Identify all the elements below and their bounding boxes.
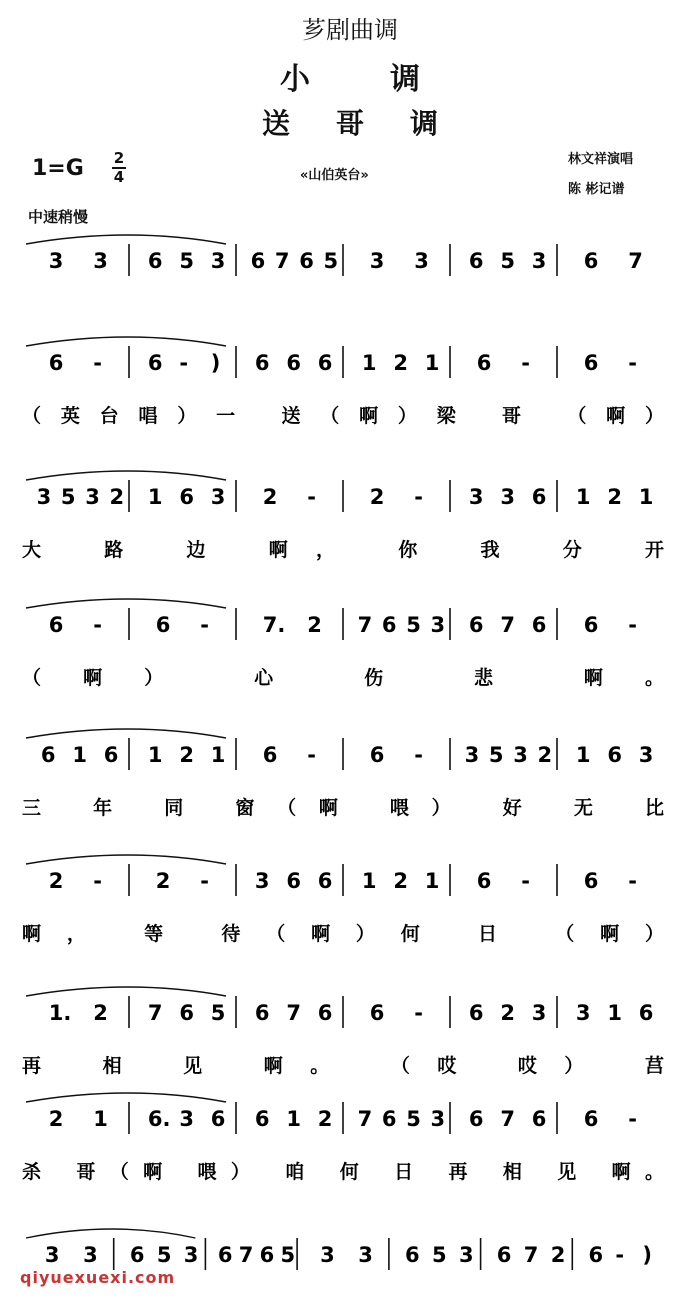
- note-glyph: 3: [531, 249, 547, 273]
- note-glyph: 5: [488, 743, 504, 767]
- note-glyph: 2: [262, 485, 278, 509]
- note-glyph: 6: [583, 249, 599, 273]
- note-glyph: 7.: [262, 613, 286, 637]
- note-glyph: 6: [381, 1107, 397, 1131]
- note-glyph: 1: [361, 351, 377, 375]
- note-glyph: 6: [496, 1243, 512, 1267]
- note-glyph: 6: [583, 1107, 599, 1131]
- note-glyph: 1.: [48, 1001, 72, 1025]
- note-glyph: -: [307, 743, 317, 767]
- note-glyph: 3: [430, 613, 446, 637]
- note-glyph: 6: [254, 1107, 270, 1131]
- score-line: [26, 235, 643, 276]
- note-glyph: 3: [36, 485, 52, 509]
- note-glyph: 6.: [147, 1107, 171, 1131]
- note-glyph: 2: [550, 1243, 566, 1267]
- note-glyph: 6: [317, 869, 333, 893]
- note-glyph: -: [628, 1107, 638, 1131]
- note-glyph: 5: [179, 249, 195, 273]
- note-glyph: -: [628, 613, 638, 637]
- note-glyph: -: [414, 485, 424, 509]
- note-glyph: 6: [531, 485, 547, 509]
- note-glyph: 1: [147, 743, 163, 767]
- note-glyph: 2: [93, 1001, 108, 1025]
- note-glyph: 6: [531, 1107, 547, 1131]
- meter-bottom: 4: [113, 168, 125, 186]
- score-line: [22, 599, 664, 689]
- note-glyph: 6: [468, 613, 484, 637]
- note-glyph: 6: [531, 613, 547, 637]
- note-glyph: 6: [254, 351, 270, 375]
- song-subtitle: 送哥调: [261, 107, 484, 140]
- note-glyph: 1: [361, 869, 377, 893]
- note-glyph: -: [93, 351, 103, 375]
- lyrics-line: 大 路 边 啊， 你 我 分 开: [22, 539, 664, 561]
- note-glyph: 7: [357, 1107, 373, 1131]
- note-glyph: 1: [424, 869, 440, 893]
- note-glyph: 6: [317, 351, 333, 375]
- note-glyph: 3: [83, 1243, 98, 1267]
- source-opera: «山伯英台»: [300, 168, 369, 183]
- note-glyph: 3: [210, 485, 226, 509]
- note-glyph: 6: [369, 1001, 385, 1025]
- note-glyph: 7: [500, 613, 516, 637]
- note-glyph: 6: [48, 613, 64, 637]
- note-glyph: 3: [369, 249, 385, 273]
- note-glyph: 1: [286, 1107, 302, 1131]
- note-glyph: 7: [274, 249, 290, 273]
- note-glyph: 1: [575, 485, 591, 509]
- site-watermark: qiyuexuexi.com: [20, 1268, 176, 1287]
- tempo-marking: 中速稍慢: [28, 208, 89, 226]
- note-glyph: 2: [317, 1107, 333, 1131]
- score-line: [22, 729, 664, 819]
- slur-arc: [26, 471, 226, 480]
- note-glyph: 3: [575, 1001, 591, 1025]
- note-glyph: 6: [638, 1001, 654, 1025]
- score-line: [22, 471, 664, 561]
- note-glyph: -: [521, 869, 531, 893]
- note-glyph: 2: [109, 485, 125, 509]
- note-glyph: 3: [48, 249, 64, 273]
- note-glyph: 3: [93, 249, 108, 273]
- note-glyph: 2: [393, 869, 409, 893]
- note-glyph: 2: [393, 351, 409, 375]
- note-glyph: -: [179, 351, 189, 375]
- note-glyph: -: [307, 485, 317, 509]
- note-glyph: -: [93, 613, 103, 637]
- note-glyph: 2: [155, 869, 171, 893]
- note-glyph: 5: [432, 1243, 447, 1267]
- note-glyph: 6: [468, 249, 484, 273]
- note-glyph: 1: [424, 351, 440, 375]
- note-glyph: 6: [286, 869, 302, 893]
- slur-arc: [26, 1093, 226, 1102]
- note-glyph: -: [521, 351, 531, 375]
- note-glyph: -: [628, 869, 638, 893]
- note-glyph: -: [200, 613, 210, 637]
- note-glyph: 2: [48, 869, 64, 893]
- note-glyph: 1: [607, 1001, 623, 1025]
- note-glyph: 3: [464, 743, 480, 767]
- score-line: [22, 987, 664, 1077]
- note-glyph: -: [93, 869, 103, 893]
- note-glyph: 7: [286, 1001, 302, 1025]
- lyrics-line: 杀 哥（啊 喂） 咱 何 日 再 相 见 啊。: [22, 1161, 664, 1183]
- singer-credit: 林文祥演唱: [568, 152, 634, 167]
- note-glyph: 6: [179, 485, 195, 509]
- note-glyph: 1: [72, 743, 88, 767]
- note-glyph: 2: [179, 743, 195, 767]
- note-glyph: 6: [476, 351, 492, 375]
- note-glyph: 7: [628, 249, 643, 273]
- note-glyph: -: [414, 743, 424, 767]
- note-glyph: 6: [217, 1243, 233, 1267]
- note-glyph: 5: [500, 249, 516, 273]
- note-glyph: 5: [280, 1243, 296, 1267]
- note-glyph: 3: [500, 485, 516, 509]
- score-line: [22, 855, 664, 945]
- note-glyph: 2: [369, 485, 385, 509]
- note-glyph: 3: [468, 485, 484, 509]
- note-glyph: 2: [500, 1001, 516, 1025]
- note-glyph: 1: [147, 485, 163, 509]
- slur-arc: [26, 235, 226, 244]
- note-glyph: 6: [405, 1243, 420, 1267]
- note-glyph: -: [200, 869, 210, 893]
- note-glyph: 1: [638, 485, 654, 509]
- song-title: 小调: [280, 62, 500, 97]
- lyrics-line: （英台唱）一 送（啊）梁 哥 （啊）: [22, 405, 664, 427]
- note-glyph: 3: [459, 1243, 474, 1267]
- note-glyph: 2: [307, 613, 322, 637]
- lyrics-line: 啊， 等 待（啊）何 日 （啊）: [22, 923, 664, 945]
- note-glyph: 6: [583, 613, 599, 637]
- note-glyph: 6: [607, 743, 623, 767]
- note-glyph: 5: [156, 1243, 172, 1267]
- note-glyph: ): [210, 351, 221, 375]
- meter-top: 2: [113, 149, 125, 167]
- note-glyph: 6: [468, 1107, 484, 1131]
- note-glyph: 3: [254, 869, 270, 893]
- note-glyph: 6: [155, 613, 171, 637]
- note-glyph: 6: [147, 249, 163, 273]
- note-glyph: 6: [299, 249, 314, 273]
- note-glyph: 5: [210, 1001, 226, 1025]
- note-glyph: 5: [406, 613, 421, 637]
- note-glyph: 6: [179, 1001, 195, 1025]
- lyrics-line: （啊） 心 伤 悲 啊。: [22, 667, 664, 689]
- note-glyph: 3: [638, 743, 654, 767]
- slur-arc: [26, 855, 226, 864]
- note-glyph: 6: [129, 1243, 145, 1267]
- note-glyph: 7: [147, 1001, 163, 1025]
- note-glyph: 6: [262, 743, 278, 767]
- note-glyph: 7: [238, 1243, 254, 1267]
- note-glyph: 6: [476, 869, 492, 893]
- note-glyph: 6: [250, 249, 266, 273]
- note-glyph: 5: [60, 485, 76, 509]
- note-glyph: ): [642, 1243, 653, 1267]
- note-glyph: 6: [259, 1243, 275, 1267]
- note-glyph: 5: [406, 1107, 421, 1131]
- note-glyph: 3: [320, 1243, 335, 1267]
- note-glyph: 6: [583, 351, 599, 375]
- lyrics-line: 再 相 见 啊。 （哎 哎） 莒: [22, 1055, 665, 1077]
- note-glyph: 6: [381, 613, 397, 637]
- note-glyph: 7: [357, 613, 373, 637]
- note-glyph: 3: [44, 1243, 60, 1267]
- slur-arc: [26, 987, 226, 996]
- note-glyph: 3: [414, 249, 429, 273]
- note-glyph: 6: [286, 351, 302, 375]
- note-glyph: 6: [317, 1001, 333, 1025]
- score-line: [22, 1093, 664, 1183]
- slur-arc: [26, 337, 226, 346]
- slur-arc: [26, 1229, 195, 1238]
- note-glyph: -: [615, 1243, 625, 1267]
- note-glyph: 6: [147, 351, 163, 375]
- note-glyph: 3: [358, 1243, 373, 1267]
- note-glyph: 7: [523, 1243, 539, 1267]
- note-glyph: 2: [537, 743, 553, 767]
- lyrics-line: 三 年 同 窗（啊 喂） 好 无 比: [22, 797, 665, 819]
- score-line: [26, 1229, 652, 1270]
- note-glyph: 6: [468, 1001, 484, 1025]
- slur-arc: [26, 599, 226, 608]
- note-glyph: -: [628, 351, 638, 375]
- note-glyph: 6: [254, 1001, 270, 1025]
- note-glyph: 3: [531, 1001, 547, 1025]
- note-glyph: 2: [48, 1107, 64, 1131]
- key-signature: 1=G: [32, 156, 84, 181]
- note-glyph: 3: [183, 1243, 199, 1267]
- note-glyph: 3: [179, 1107, 195, 1131]
- note-glyph: 2: [607, 485, 623, 509]
- note-glyph: 6: [210, 1107, 226, 1131]
- note-glyph: 6: [103, 743, 119, 767]
- note-glyph: 7: [500, 1107, 516, 1131]
- note-glyph: 6: [369, 743, 385, 767]
- note-glyph: 3: [210, 249, 226, 273]
- note-glyph: 3: [85, 485, 100, 509]
- note-glyph: 1: [210, 743, 226, 767]
- slur-arc: [26, 729, 226, 738]
- notator-credit: 陈 彬记谱: [568, 182, 625, 197]
- note-glyph: 6: [588, 1243, 604, 1267]
- note-glyph: 1: [575, 743, 591, 767]
- note-glyph: 6: [583, 869, 599, 893]
- note-glyph: -: [414, 1001, 424, 1025]
- genre-heading: 芗剧曲调: [302, 16, 398, 44]
- note-glyph: 5: [323, 249, 339, 273]
- note-glyph: 1: [93, 1107, 108, 1131]
- note-glyph: 6: [40, 743, 56, 767]
- note-glyph: 3: [430, 1107, 446, 1131]
- note-glyph: 3: [513, 743, 528, 767]
- score-line: [22, 337, 664, 427]
- note-glyph: 6: [48, 351, 64, 375]
